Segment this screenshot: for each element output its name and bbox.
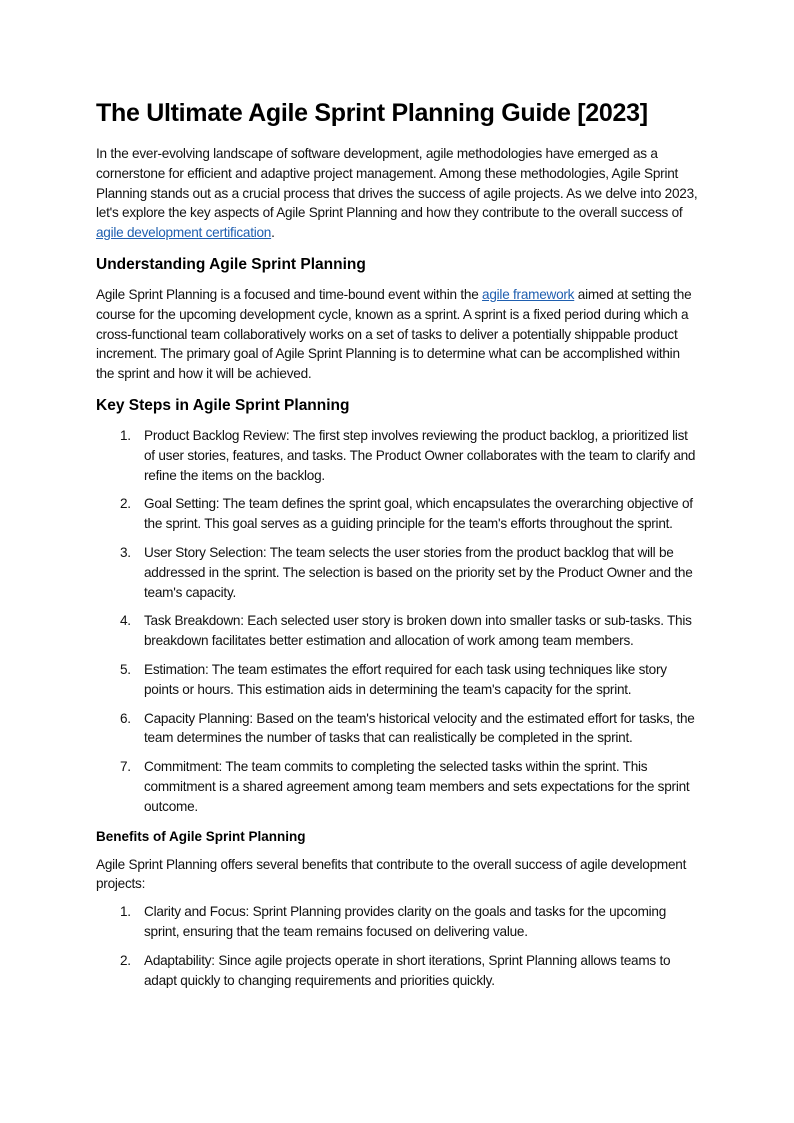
benefits-intro: Agile Sprint Planning offers several benefits that contribute to the overall success of agile development projects: bbox=[96, 856, 687, 892]
key-steps-heading: Key Steps in Agile Sprint Planning bbox=[96, 396, 350, 414]
list-number: 7. bbox=[120, 759, 131, 775]
list-number: 6. bbox=[120, 710, 131, 726]
page-title: The Ultimate Agile Sprint Planning Guide [2023] bbox=[96, 99, 648, 127]
list-text: User Story Selection: The team selects the user stories from the product backlog that will be addressed in the sprint. The selection is based on the priority set by the Product Owner and the team's capacity. bbox=[144, 544, 693, 600]
understanding-paragraph bbox=[96, 285, 700, 384]
list-item bbox=[96, 709, 700, 749]
intro-text: In the ever-evolving landscape of software development, agile methodologies have emerged as a cornerstone for efficient and adaptive project management. Among these methodologies, Agile Sprint Planning stands out as a crucial process that drives the success of agile projects. As we delve into 2023, let's explore the key aspects of Agile Sprint Planning and how they contribute to the overall success of bbox=[96, 146, 698, 221]
list-item bbox=[96, 660, 700, 700]
understanding-text: Agile Sprint Planning is a focused and time-bound event within the bbox=[96, 286, 483, 302]
list-number: 1. bbox=[120, 904, 131, 920]
key-steps-list bbox=[96, 426, 700, 817]
list-number: 2. bbox=[120, 952, 131, 968]
understanding-text-end: aimed at setting the course for the upcoming development cycle, known as a sprint. A sprint is a fixed period during which a cross-functional team collaboratively works on a set of tasks to deliver a potentially shippable product increment. The primary goal of Agile Sprint Planning is to determine what can be accomplished within the sprint and how it will be achieved. bbox=[96, 286, 692, 382]
list-item bbox=[96, 426, 700, 485]
document-page bbox=[96, 96, 700, 999]
list-number: 5. bbox=[120, 661, 131, 677]
list-text: Task Breakdown: Each selected user story is broken down into smaller tasks or sub-tasks. This breakdown facilitates better estimation and allocation of work among team members. bbox=[144, 613, 692, 649]
list-text: Clarity and Focus: Sprint Planning provides clarity on the goals and tasks for the upcoming sprint, ensuring that the team remains focused on delivering value. bbox=[144, 904, 667, 939]
agile-framework-link[interactable]: agile framework bbox=[482, 286, 575, 302]
list-item bbox=[96, 902, 700, 942]
list-item bbox=[96, 611, 700, 651]
list-text: Product Backlog Review: The first step involves reviewing the product backlog, a prioritized list of user stories, features, and tasks. The Product Owner collaborates with the team to clarify and refine the items on the backlog. bbox=[144, 427, 696, 483]
list-item bbox=[96, 543, 700, 602]
list-text: Capacity Planning: Based on the team's historical velocity and the estimated effort for tasks, the team determines the number of tasks that can realistically be completed in the sprint. bbox=[144, 710, 695, 746]
list-text: Goal Setting: The team defines the sprint goal, which encapsulates the overarching objective of the sprint. This goal serves as a guiding principle for the team's efforts throughout the sprint. bbox=[144, 496, 693, 532]
intro-paragraph bbox=[96, 144, 700, 243]
list-number: 4. bbox=[120, 613, 131, 629]
list-item bbox=[96, 951, 700, 991]
list-number: 3. bbox=[120, 544, 131, 560]
intro-text-end: . bbox=[271, 225, 275, 241]
benefits-heading: Benefits of Agile Sprint Planning bbox=[96, 828, 306, 844]
benefits-list bbox=[96, 902, 700, 990]
understanding-heading: Understanding Agile Sprint Planning bbox=[96, 255, 366, 273]
list-item bbox=[96, 494, 700, 534]
list-text: Adaptability: Since agile projects operate in short iterations, Sprint Planning allows teams to adapt quickly to changing requirements and priorities quickly. bbox=[144, 952, 671, 988]
list-text: Commitment: The team commits to completing the selected tasks within the sprint. This commitment is a shared agreement among team members and sets expectations for the sprint outcome. bbox=[144, 759, 690, 814]
list-number: 2. bbox=[120, 496, 131, 512]
list-item bbox=[96, 757, 700, 816]
list-number: 1. bbox=[120, 427, 131, 443]
list-text: Estimation: The team estimates the effort required for each task using techniques like story points or hours. This estimation aids in determining the team's capacity for the sprint. bbox=[144, 661, 667, 697]
agile-development-certification-link[interactable]: agile development certification bbox=[96, 225, 272, 241]
